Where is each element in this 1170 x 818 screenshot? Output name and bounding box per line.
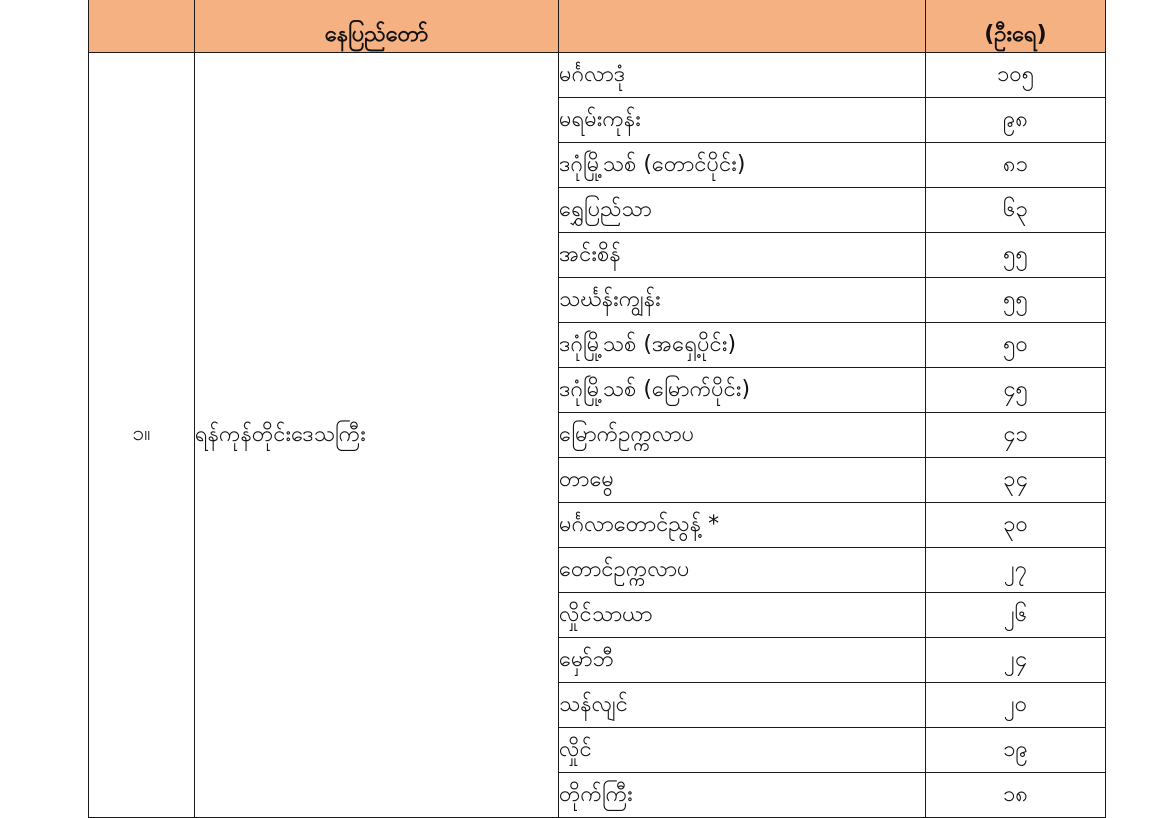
township-name: မင်္ဂလာဒုံ bbox=[559, 53, 926, 98]
township-count: ၅၅ bbox=[926, 233, 1106, 278]
township-count: ၂၀ bbox=[926, 683, 1106, 728]
township-name: မင်္ဂလာတောင်ညွန့် * bbox=[559, 503, 926, 548]
township-name: တောင်ဥက္ကလာပ bbox=[559, 548, 926, 593]
township-count: ၂၄ bbox=[926, 638, 1106, 683]
header-region: နေပြည်တော် bbox=[195, 0, 559, 53]
region-name: ရန်ကုန်တိုင်းဒေသကြီး bbox=[195, 53, 559, 818]
header-row bbox=[89, 0, 1106, 53]
township-name: တာမွေ bbox=[559, 458, 926, 503]
township-count: ၃၄ bbox=[926, 458, 1106, 503]
table-row bbox=[89, 53, 1106, 98]
township-name: မြောက်ဥက္ကလာပ bbox=[559, 413, 926, 458]
township-count: ၅၅ bbox=[926, 278, 1106, 323]
header-number bbox=[89, 0, 195, 53]
township-name: လှိုင် bbox=[559, 728, 926, 773]
township-name: ရွှေပြည်သာ bbox=[559, 188, 926, 233]
township-count: ၉၈ bbox=[926, 98, 1106, 143]
township-count: ၁၈ bbox=[926, 773, 1106, 818]
township-count: ၂၇ bbox=[926, 548, 1106, 593]
township-count-table bbox=[88, 0, 1106, 818]
township-count: ၅၀ bbox=[926, 323, 1106, 368]
township-name: မှော်ဘီ bbox=[559, 638, 926, 683]
township-name: မရမ်းကုန်း bbox=[559, 98, 926, 143]
township-count: ၈၁ bbox=[926, 143, 1106, 188]
township-name: လှိုင်သာယာ bbox=[559, 593, 926, 638]
township-name: တိုက်ကြီး bbox=[559, 773, 926, 818]
township-count: ၁၉ bbox=[926, 728, 1106, 773]
township-count: ၂၆ bbox=[926, 593, 1106, 638]
township-name: ဒဂုံမြို့သစ် (တောင်ပိုင်း) bbox=[559, 143, 926, 188]
township-name: အင်းစိန် bbox=[559, 233, 926, 278]
township-count: ၃၀ bbox=[926, 503, 1106, 548]
township-name: ဒဂုံမြို့သစ် (မြောက်ပိုင်း) bbox=[559, 368, 926, 413]
township-count: ၄၁ bbox=[926, 413, 1106, 458]
township-name: ဒဂုံမြို့သစ် (အရှေ့ပိုင်း) bbox=[559, 323, 926, 368]
header-count: (ဦးရေ) bbox=[926, 0, 1106, 53]
township-name: သန်လျင် bbox=[559, 683, 926, 728]
township-name: သင်္ဃန်းကျွန်း bbox=[559, 278, 926, 323]
township-count: ၁၀၅ bbox=[926, 53, 1106, 98]
township-count: ၄၅ bbox=[926, 368, 1106, 413]
header-township bbox=[559, 0, 926, 53]
township-count: ၆၃ bbox=[926, 188, 1106, 233]
group-number: ၁။ bbox=[89, 53, 195, 818]
